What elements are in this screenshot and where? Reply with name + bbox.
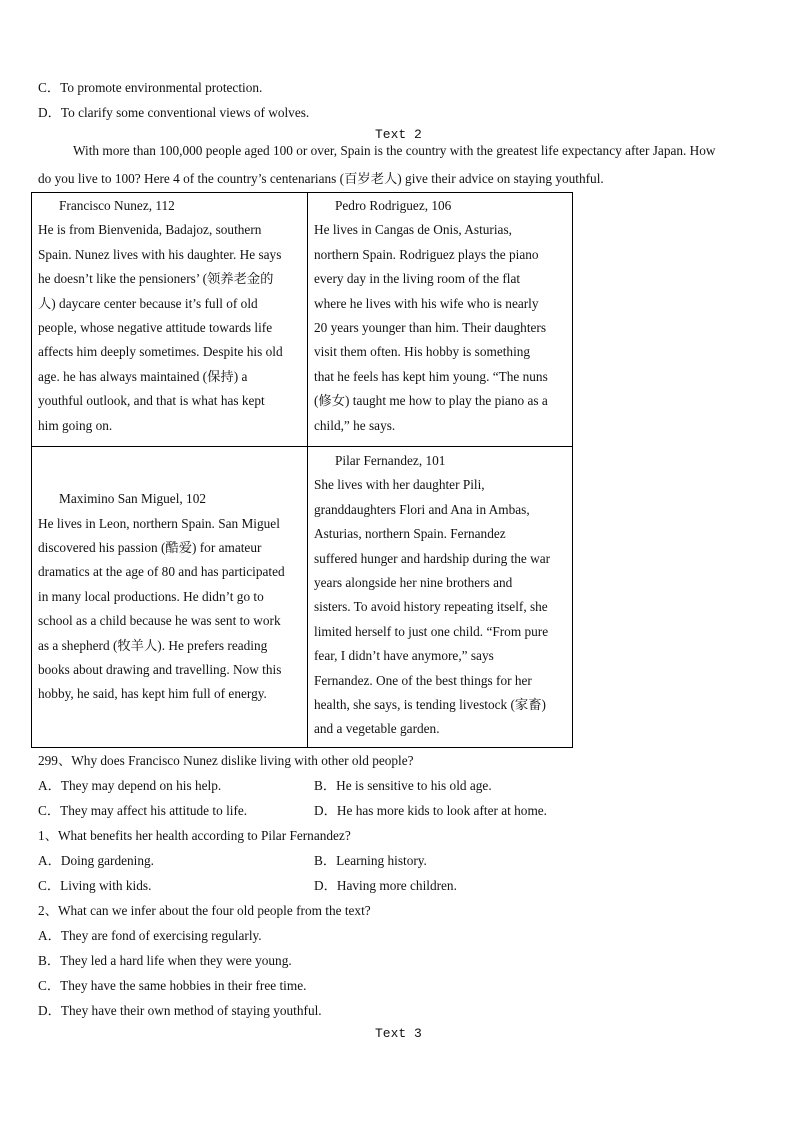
option-d bbox=[38, 102, 309, 121]
person-text-line: child,” he says. bbox=[314, 417, 396, 433]
person-text-line: suffered hunger and hardship during the war bbox=[314, 550, 551, 566]
person-text-line: every day in the living room of the flat bbox=[314, 271, 521, 287]
person-cell bbox=[308, 193, 573, 447]
option-label: D． bbox=[38, 105, 61, 120]
intro-line-1: With more than 100,000 people aged 100 or over, Spain is the country with the greatest life expectancy after Japan. How bbox=[73, 143, 716, 158]
person-text-line: She lives with her daughter Pili, bbox=[314, 477, 485, 493]
person-text-line: visit them often. His hobby is something bbox=[314, 344, 531, 360]
person-text-line: granddaughters Flori and Ana in Ambas, bbox=[314, 501, 530, 517]
person-text-line: (修女) taught me how to play the piano as a bbox=[314, 393, 548, 409]
person-text-line: he doesn’t like the pensioners’ (领养老金的 bbox=[38, 271, 274, 287]
person-text-line: hobby, he said, has kept him full of energy. bbox=[38, 686, 267, 702]
answer-option[interactable]: B．Learning history. bbox=[314, 853, 427, 868]
person-text-line: dramatics at the age of 80 and has participated bbox=[38, 564, 285, 580]
person-text-line: youthful outlook, and that is what has kept bbox=[38, 393, 265, 409]
person-text-line: where he lives with his wife who is nearly bbox=[314, 295, 539, 311]
option-c bbox=[38, 77, 262, 96]
person-name: Pilar Fernandez, 101 bbox=[335, 453, 446, 468]
person-text-line: He lives in Leon, northern Spain. San Miguel bbox=[38, 515, 280, 531]
person-text-line: He is from Bienvenida, Badajoz, southern bbox=[38, 222, 262, 238]
person-text-line: years alongside her nine brothers and bbox=[314, 574, 513, 590]
person-text-line: Asturias, northern Spain. Fernandez bbox=[314, 526, 506, 542]
person-text-line: sisters. To avoid history repeating itself, she bbox=[314, 599, 548, 615]
answer-option[interactable]: D．Having more children. bbox=[314, 878, 457, 893]
person-text-line: discovered his passion (酷爱) for amateur bbox=[38, 540, 262, 556]
person-cell bbox=[32, 193, 308, 447]
answer-option[interactable]: C．They have the same hobbies in their free time. bbox=[38, 978, 307, 993]
person-text-line: as a shepherd (牧羊人). He prefers reading bbox=[38, 637, 268, 653]
answer-option[interactable]: A．They may depend on his help. bbox=[38, 778, 222, 793]
question-stem: 2、What can we infer about the four old people from the text? bbox=[38, 903, 371, 918]
next-section-title: Text 3 bbox=[375, 1026, 422, 1041]
option-label: C． bbox=[38, 80, 61, 95]
person-text-line: people, whose negative attitude towards life bbox=[38, 319, 273, 335]
question-stem: 1、What benefits her health according to Pilar Fernandez? bbox=[38, 828, 351, 843]
intro-line-2: do you live to 100? Here 4 of the country’s centenarians (百岁老人) give their advice on staying youthful. bbox=[38, 171, 604, 186]
answer-option[interactable]: A．They are fond of exercising regularly. bbox=[38, 928, 262, 943]
answer-option[interactable]: B．They led a hard life when they were young. bbox=[38, 953, 292, 968]
centenarians-table bbox=[31, 192, 573, 748]
person-name: Pedro Rodriguez, 106 bbox=[335, 198, 452, 213]
person-text-line: limited herself to just one child. “From pure bbox=[314, 623, 549, 639]
person-cell bbox=[308, 447, 573, 748]
option-text: To clarify some conventional views of wolves. bbox=[60, 105, 310, 120]
person-text-line: school as a child because he was sent to work bbox=[38, 613, 281, 629]
person-text-line: fear, I didn’t have anymore,” says bbox=[314, 648, 494, 664]
person-name: Francisco Nunez, 112 bbox=[59, 198, 175, 213]
person-name: Maximino San Miguel, 102 bbox=[59, 491, 206, 507]
person-text-line: affects him deeply sometimes. Despite his old bbox=[38, 344, 283, 360]
person-text-line: age. he has always maintained (保持) a bbox=[38, 368, 248, 384]
person-text-line: and a vegetable garden. bbox=[314, 721, 440, 737]
person-text-line: books about drawing and travelling. Now this bbox=[38, 661, 282, 677]
person-text-line: in many local productions. He didn’t go to bbox=[38, 588, 264, 604]
person-text-line: him going on. bbox=[38, 417, 113, 433]
person-text-line: health, she says, is tending livestock (家畜) bbox=[314, 696, 546, 712]
answer-option[interactable]: C．They may affect his attitude to life. bbox=[38, 803, 248, 818]
answer-option[interactable]: C．Living with kids. bbox=[38, 878, 152, 893]
person-text-line: that he feels has kept him young. “The nuns bbox=[314, 368, 548, 384]
section-title: Text 2 bbox=[375, 127, 422, 142]
question-stem: 299、Why does Francisco Nunez dislike living with other old people? bbox=[38, 753, 414, 768]
answer-option[interactable]: D．They have their own method of staying youthful. bbox=[38, 1003, 322, 1018]
person-cell bbox=[32, 447, 308, 748]
person-text-line: 20 years younger than him. Their daughters bbox=[314, 319, 547, 335]
answer-option[interactable]: B．He is sensitive to his old age. bbox=[314, 778, 492, 793]
person-text-line: 人) daycare center because it’s full of old bbox=[38, 295, 258, 311]
answer-option[interactable]: A．Doing gardening. bbox=[38, 853, 154, 868]
person-text-line: northern Spain. Rodriguez plays the piano bbox=[314, 246, 539, 262]
person-text-line: Spain. Nunez lives with his daughter. He says bbox=[38, 246, 282, 262]
option-text: To promote environmental protection. bbox=[60, 80, 263, 95]
answer-option[interactable]: D．He has more kids to look after at home. bbox=[314, 803, 548, 818]
person-text-line: He lives in Cangas de Onis, Asturias, bbox=[314, 222, 512, 238]
person-text-line: Fernandez. One of the best things for her bbox=[314, 672, 532, 688]
